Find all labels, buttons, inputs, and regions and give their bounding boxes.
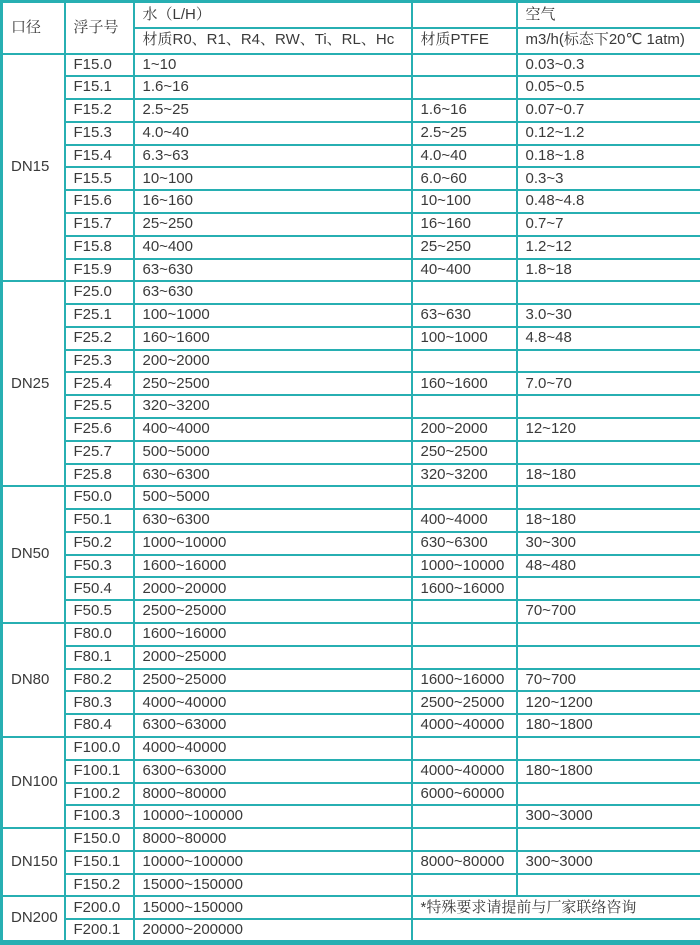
air-flow-cell (517, 395, 700, 418)
water-flow-cell: 2000~20000 (134, 577, 412, 600)
water-flow-cell: 200~2000 (134, 350, 412, 373)
ptfe-flow-cell: 40~400 (412, 259, 517, 282)
ptfe-flow-cell (412, 874, 517, 897)
ptfe-flow-cell: 63~630 (412, 304, 517, 327)
float-number-cell: F100.2 (65, 783, 134, 806)
header-diameter: 口径 (2, 2, 65, 54)
water-flow-cell: 8000~80000 (134, 783, 412, 806)
air-flow-cell: 180~1800 (517, 760, 700, 783)
float-number-cell: F50.4 (65, 577, 134, 600)
ptfe-flow-cell: 320~3200 (412, 464, 517, 487)
table-row (2, 669, 700, 692)
water-flow-cell: 25~250 (134, 213, 412, 236)
table-row (2, 760, 700, 783)
note-cell: *特殊要求请提前与厂家联络咨询 (412, 896, 700, 919)
ptfe-flow-cell (412, 486, 517, 509)
water-flow-cell: 8000~80000 (134, 828, 412, 851)
float-number-cell: F15.2 (65, 99, 134, 122)
float-number-cell: F15.5 (65, 167, 134, 190)
air-flow-cell: 70~700 (517, 600, 700, 623)
water-flow-cell: 320~3200 (134, 395, 412, 418)
water-flow-cell: 63~630 (134, 281, 412, 304)
water-flow-cell: 400~4000 (134, 418, 412, 441)
air-flow-cell: 18~180 (517, 464, 700, 487)
ptfe-flow-cell (412, 76, 517, 99)
air-flow-cell: 0.07~0.7 (517, 99, 700, 122)
water-flow-cell: 1000~10000 (134, 532, 412, 555)
ptfe-flow-cell (412, 350, 517, 373)
water-flow-cell: 4.0~40 (134, 122, 412, 145)
float-number-cell: F100.3 (65, 805, 134, 828)
table-row (2, 76, 700, 99)
air-flow-cell: 48~480 (517, 555, 700, 578)
table-row (2, 828, 700, 851)
water-flow-cell: 10000~100000 (134, 851, 412, 874)
table-row (2, 783, 700, 806)
table-row (2, 236, 700, 259)
float-number-cell: F100.1 (65, 760, 134, 783)
header-material-ptfe: 材质PTFE (412, 28, 517, 54)
table-row (2, 350, 700, 373)
water-flow-cell: 4000~40000 (134, 691, 412, 714)
table-row (2, 851, 700, 874)
water-flow-cell: 100~1000 (134, 304, 412, 327)
float-number-cell: F25.7 (65, 441, 134, 464)
table-row (2, 623, 700, 646)
float-number-cell: F15.8 (65, 236, 134, 259)
table-row (2, 190, 700, 213)
float-number-cell: F80.3 (65, 691, 134, 714)
air-flow-cell: 70~700 (517, 669, 700, 692)
ptfe-flow-cell: 16~160 (412, 213, 517, 236)
table-row (2, 122, 700, 145)
water-flow-cell: 2000~25000 (134, 646, 412, 669)
ptfe-flow-cell: 400~4000 (412, 509, 517, 532)
water-flow-cell: 160~1600 (134, 327, 412, 350)
float-number-cell: F25.8 (65, 464, 134, 487)
water-flow-cell: 630~6300 (134, 464, 412, 487)
float-number-cell: F100.0 (65, 737, 134, 760)
ptfe-flow-cell: 8000~80000 (412, 851, 517, 874)
table-row (2, 577, 700, 600)
table-row (2, 646, 700, 669)
header-air-group: 空气 (517, 2, 700, 28)
air-flow-cell: 0.3~3 (517, 167, 700, 190)
air-flow-cell (517, 350, 700, 373)
ptfe-flow-cell: 200~2000 (412, 418, 517, 441)
ptfe-flow-cell (412, 54, 517, 77)
water-flow-cell: 6300~63000 (134, 760, 412, 783)
float-number-cell: F25.4 (65, 372, 134, 395)
float-number-cell: F80.0 (65, 623, 134, 646)
header-water-group: 水（L/H） (134, 2, 412, 28)
air-flow-cell (517, 623, 700, 646)
header-water-ptfe-spacer (412, 2, 517, 28)
air-flow-cell (517, 441, 700, 464)
air-flow-cell (517, 783, 700, 806)
table-row (2, 167, 700, 190)
ptfe-flow-cell (412, 737, 517, 760)
ptfe-flow-cell: 100~1000 (412, 327, 517, 350)
air-flow-cell: 18~180 (517, 509, 700, 532)
air-flow-cell (517, 737, 700, 760)
diameter-cell: DN25 (2, 281, 65, 486)
table-row (2, 737, 700, 760)
float-number-cell: F25.2 (65, 327, 134, 350)
float-number-cell: F15.7 (65, 213, 134, 236)
ptfe-flow-cell: 4000~40000 (412, 760, 517, 783)
float-number-cell: F80.2 (65, 669, 134, 692)
table-header (2, 2, 700, 54)
table-row (2, 691, 700, 714)
air-flow-cell: 1.8~18 (517, 259, 700, 282)
ptfe-flow-cell: 1000~10000 (412, 555, 517, 578)
air-flow-cell: 0.12~1.2 (517, 122, 700, 145)
air-flow-cell: 1.2~12 (517, 236, 700, 259)
float-number-cell: F25.5 (65, 395, 134, 418)
ptfe-flow-cell (412, 395, 517, 418)
air-flow-cell: 120~1200 (517, 691, 700, 714)
diameter-cell: DN100 (2, 737, 65, 828)
table-row (2, 441, 700, 464)
air-flow-cell (517, 577, 700, 600)
table-row (2, 805, 700, 828)
air-flow-cell: 300~3000 (517, 805, 700, 828)
ptfe-flow-cell: 6.0~60 (412, 167, 517, 190)
float-number-cell: F15.9 (65, 259, 134, 282)
table-row (2, 304, 700, 327)
header-material-metal: 材质R0、R1、R4、RW、Ti、RL、Hc (134, 28, 412, 54)
water-flow-cell: 1600~16000 (134, 555, 412, 578)
note-cell (412, 919, 700, 942)
air-flow-cell: 0.48~4.8 (517, 190, 700, 213)
ptfe-flow-cell: 1600~16000 (412, 669, 517, 692)
air-flow-cell: 0.03~0.3 (517, 54, 700, 77)
air-flow-cell: 0.05~0.5 (517, 76, 700, 99)
table-row (2, 99, 700, 122)
table-row (2, 327, 700, 350)
water-flow-cell: 2500~25000 (134, 600, 412, 623)
air-flow-cell: 0.7~7 (517, 213, 700, 236)
float-number-cell: F25.6 (65, 418, 134, 441)
table-row (2, 896, 700, 919)
water-flow-cell: 63~630 (134, 259, 412, 282)
table-row (2, 145, 700, 168)
water-flow-cell: 40~400 (134, 236, 412, 259)
table-row (2, 213, 700, 236)
air-flow-cell: 7.0~70 (517, 372, 700, 395)
float-number-cell: F200.0 (65, 896, 134, 919)
air-flow-cell: 180~1800 (517, 714, 700, 737)
water-flow-cell: 250~2500 (134, 372, 412, 395)
ptfe-flow-cell (412, 646, 517, 669)
air-flow-cell: 30~300 (517, 532, 700, 555)
float-number-cell: F25.3 (65, 350, 134, 373)
float-number-cell: F50.5 (65, 600, 134, 623)
table-row (2, 464, 700, 487)
table-row (2, 281, 700, 304)
diameter-cell: DN150 (2, 828, 65, 896)
float-number-cell: F80.1 (65, 646, 134, 669)
ptfe-flow-cell (412, 281, 517, 304)
air-flow-cell: 300~3000 (517, 851, 700, 874)
water-flow-cell: 1~10 (134, 54, 412, 77)
ptfe-flow-cell: 10~100 (412, 190, 517, 213)
float-number-cell: F15.3 (65, 122, 134, 145)
float-number-cell: F200.1 (65, 919, 134, 942)
ptfe-flow-cell: 1600~16000 (412, 577, 517, 600)
table-row (2, 600, 700, 623)
header-float-number: 浮子号 (65, 2, 134, 54)
header-row-1 (2, 2, 700, 28)
table-row (2, 555, 700, 578)
table-row (2, 919, 700, 942)
water-flow-cell: 1.6~16 (134, 76, 412, 99)
ptfe-flow-cell: 6000~60000 (412, 783, 517, 806)
float-number-cell: F150.2 (65, 874, 134, 897)
water-flow-cell: 6300~63000 (134, 714, 412, 737)
float-number-cell: F15.4 (65, 145, 134, 168)
water-flow-cell: 10000~100000 (134, 805, 412, 828)
water-flow-cell: 4000~40000 (134, 737, 412, 760)
air-flow-cell (517, 828, 700, 851)
ptfe-flow-cell (412, 623, 517, 646)
table-row (2, 372, 700, 395)
ptfe-flow-cell: 250~2500 (412, 441, 517, 464)
ptfe-flow-cell (412, 805, 517, 828)
air-flow-cell (517, 646, 700, 669)
ptfe-flow-cell (412, 600, 517, 623)
float-number-cell: F25.0 (65, 281, 134, 304)
float-number-cell: F15.0 (65, 54, 134, 77)
air-flow-cell: 12~120 (517, 418, 700, 441)
water-flow-cell: 500~5000 (134, 441, 412, 464)
float-number-cell: F15.1 (65, 76, 134, 99)
diameter-cell: DN80 (2, 623, 65, 737)
table-row (2, 54, 700, 77)
diameter-cell: DN15 (2, 54, 65, 282)
table-body (2, 54, 700, 943)
float-number-cell: F150.1 (65, 851, 134, 874)
air-flow-cell: 3.0~30 (517, 304, 700, 327)
float-number-cell: F150.0 (65, 828, 134, 851)
ptfe-flow-cell: 4000~40000 (412, 714, 517, 737)
float-number-cell: F15.6 (65, 190, 134, 213)
water-flow-cell: 2.5~25 (134, 99, 412, 122)
water-flow-cell: 16~160 (134, 190, 412, 213)
ptfe-flow-cell: 2500~25000 (412, 691, 517, 714)
air-flow-cell: 0.18~1.8 (517, 145, 700, 168)
water-flow-cell: 15000~150000 (134, 896, 412, 919)
table-row (2, 532, 700, 555)
water-flow-cell: 1600~16000 (134, 623, 412, 646)
water-flow-cell: 20000~200000 (134, 919, 412, 942)
ptfe-flow-cell: 2.5~25 (412, 122, 517, 145)
table-row (2, 259, 700, 282)
table-row (2, 509, 700, 532)
ptfe-flow-cell: 1.6~16 (412, 99, 517, 122)
float-number-cell: F50.2 (65, 532, 134, 555)
float-number-cell: F50.0 (65, 486, 134, 509)
ptfe-flow-cell (412, 828, 517, 851)
water-flow-cell: 2500~25000 (134, 669, 412, 692)
ptfe-flow-cell: 630~6300 (412, 532, 517, 555)
air-flow-cell (517, 281, 700, 304)
table-row (2, 874, 700, 897)
water-flow-cell: 15000~150000 (134, 874, 412, 897)
header-air-unit: m3/h(标态下20℃ 1atm) (517, 28, 700, 54)
ptfe-flow-cell: 4.0~40 (412, 145, 517, 168)
water-flow-cell: 10~100 (134, 167, 412, 190)
diameter-cell: DN50 (2, 486, 65, 623)
diameter-cell: DN200 (2, 896, 65, 942)
table-row (2, 714, 700, 737)
float-number-cell: F50.3 (65, 555, 134, 578)
float-number-cell: F25.1 (65, 304, 134, 327)
air-flow-cell (517, 874, 700, 897)
float-number-cell: F80.4 (65, 714, 134, 737)
water-flow-cell: 6.3~63 (134, 145, 412, 168)
air-flow-cell: 4.8~48 (517, 327, 700, 350)
table-row (2, 486, 700, 509)
table-row (2, 418, 700, 441)
ptfe-flow-cell: 160~1600 (412, 372, 517, 395)
air-flow-cell (517, 486, 700, 509)
table-row (2, 395, 700, 418)
water-flow-cell: 500~5000 (134, 486, 412, 509)
water-flow-cell: 630~6300 (134, 509, 412, 532)
ptfe-flow-cell: 25~250 (412, 236, 517, 259)
float-number-cell: F50.1 (65, 509, 134, 532)
